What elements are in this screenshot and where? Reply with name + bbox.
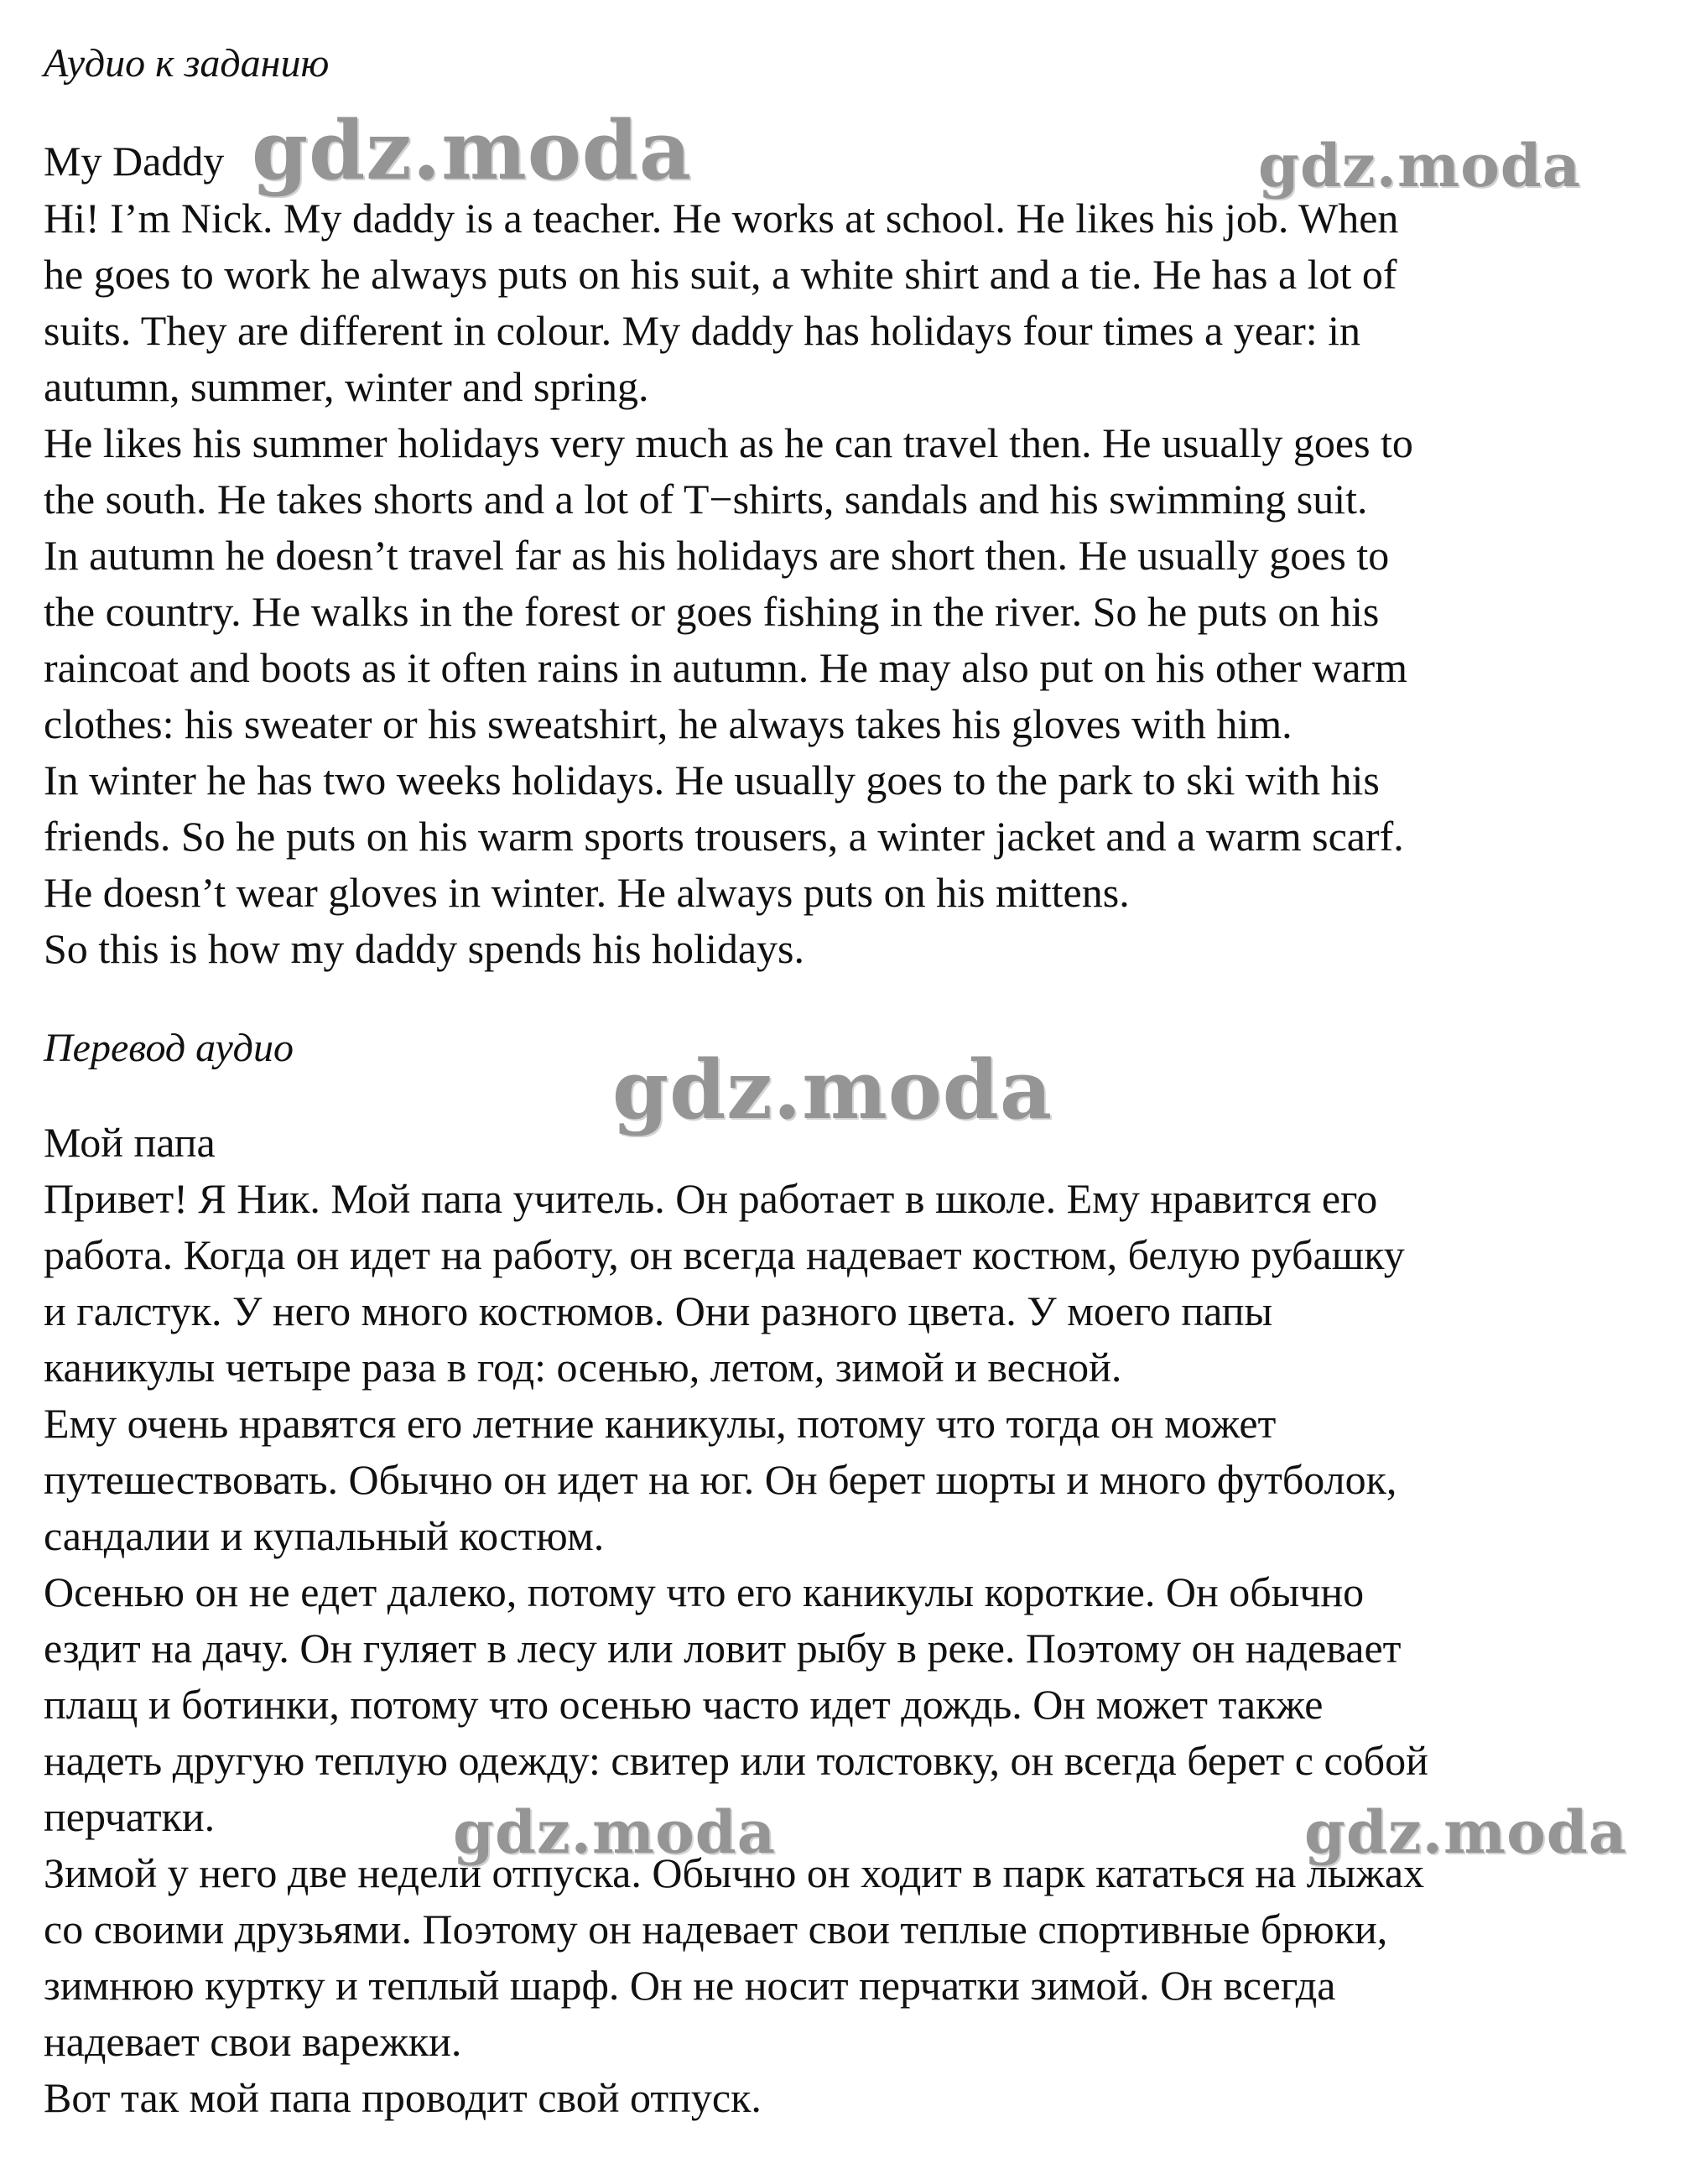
russian-line: Зимой у него две недели отпуска. Обычно он ходит в парк кататься на лыжах [44,1849,1425,1896]
watermark: gdz.moda [1304,1797,1628,1867]
english-line: So this is how my daddy spends his holidays. [44,925,804,972]
english-line: In autumn he doesn’t travel far as his holidays are short then. He usually goes to [44,532,1390,579]
english-line: suits. They are different in colour. My daddy has holidays four times a year: in [44,307,1361,354]
russian-line: Вот так мой папа проводит свой отпуск. [44,2074,762,2121]
russian-line: каникулы четыре раза в год: осенью, летом, зимой и весной. [44,1344,1122,1391]
english-line: raincoat and boots as it often rains in autumn. He may also put on his other warm [44,644,1408,691]
watermark: gdz.moda [453,1797,777,1867]
english-line: He doesn’t wear gloves in winter. He always puts on his mittens. [44,869,1130,916]
english-line: clothes: his sweater or his sweatshirt, he always takes his gloves with him. [44,700,1293,747]
english-line: he goes to work he always puts on his suit, a white shirt and a tie. He has a lot of [44,251,1397,298]
russian-line: Привет! Я Ник. Мой папа учитель. Он работает в школе. Ему нравится его [44,1175,1378,1222]
watermark: gdz.moda [1258,131,1582,200]
english-line: friends. So he puts on his warm sports trousers, a winter jacket and a warm scarf. [44,813,1404,860]
audio-task-label: Аудио к заданию [44,41,330,86]
russian-line: надеть другую теплую одежду: свитер или толстовку, он всегда берет с собой [44,1737,1428,1784]
russian-line: плащ и ботинки, потому что осенью часто идет дождь. Он может также [44,1681,1324,1728]
russian-line: перчатки. [44,1793,216,1840]
russian-line: со своими друзьями. Поэтому он надевает свои теплые спортивные брюки, [44,1906,1388,1953]
english-title: My Daddy [44,138,225,185]
watermark: gdz.moda [612,1043,1053,1137]
russian-line: работа. Когда он идет на работу, он всегда надевает костюм, белую рубашку [44,1231,1405,1278]
russian-line: Ему очень нравятся его летние каникулы, потому что тогда он может [44,1400,1277,1447]
english-line: the country. He walks in the forest or goes fishing in the river. So he puts on his [44,588,1380,635]
english-line: autumn, summer, winter and spring. [44,363,649,410]
russian-line: надевает свои варежки. [44,2018,462,2065]
watermark: gdz.moda [252,103,693,198]
russian-line: сандалии и купальный костюм. [44,1512,605,1559]
russian-line: зимнюю куртку и теплый шарф. Он не носит перчатки зимой. Он всегда [44,1962,1336,2009]
english-line: In winter he has two weeks holidays. He usually goes to the park to ski with his [44,757,1380,803]
translation-label: Перевод аудио [44,1026,294,1070]
russian-line: путешествовать. Обычно он идет на юг. Он берет шорты и много футболок, [44,1456,1397,1503]
russian-line: Осенью он не едет далеко, потому что его каникулы короткие. Он обычно [44,1568,1365,1615]
english-line: Hi! I’m Nick. My daddy is a teacher. He works at school. He likes his job. When [44,195,1399,242]
russian-line: и галстук. У него много костюмов. Они разного цвета. У моего папы [44,1287,1273,1334]
english-line: He likes his summer holidays very much as he can travel then. He usually goes to [44,419,1413,466]
russian-title: Мой папа [44,1119,216,1166]
russian-line: ездит на дачу. Он гуляет в лесу или ловит рыбу в реке. Поэтому он надевает [44,1625,1402,1672]
english-line: the south. He takes shorts and a lot of T−shirts, sandals and his swimming suit. [44,476,1368,523]
